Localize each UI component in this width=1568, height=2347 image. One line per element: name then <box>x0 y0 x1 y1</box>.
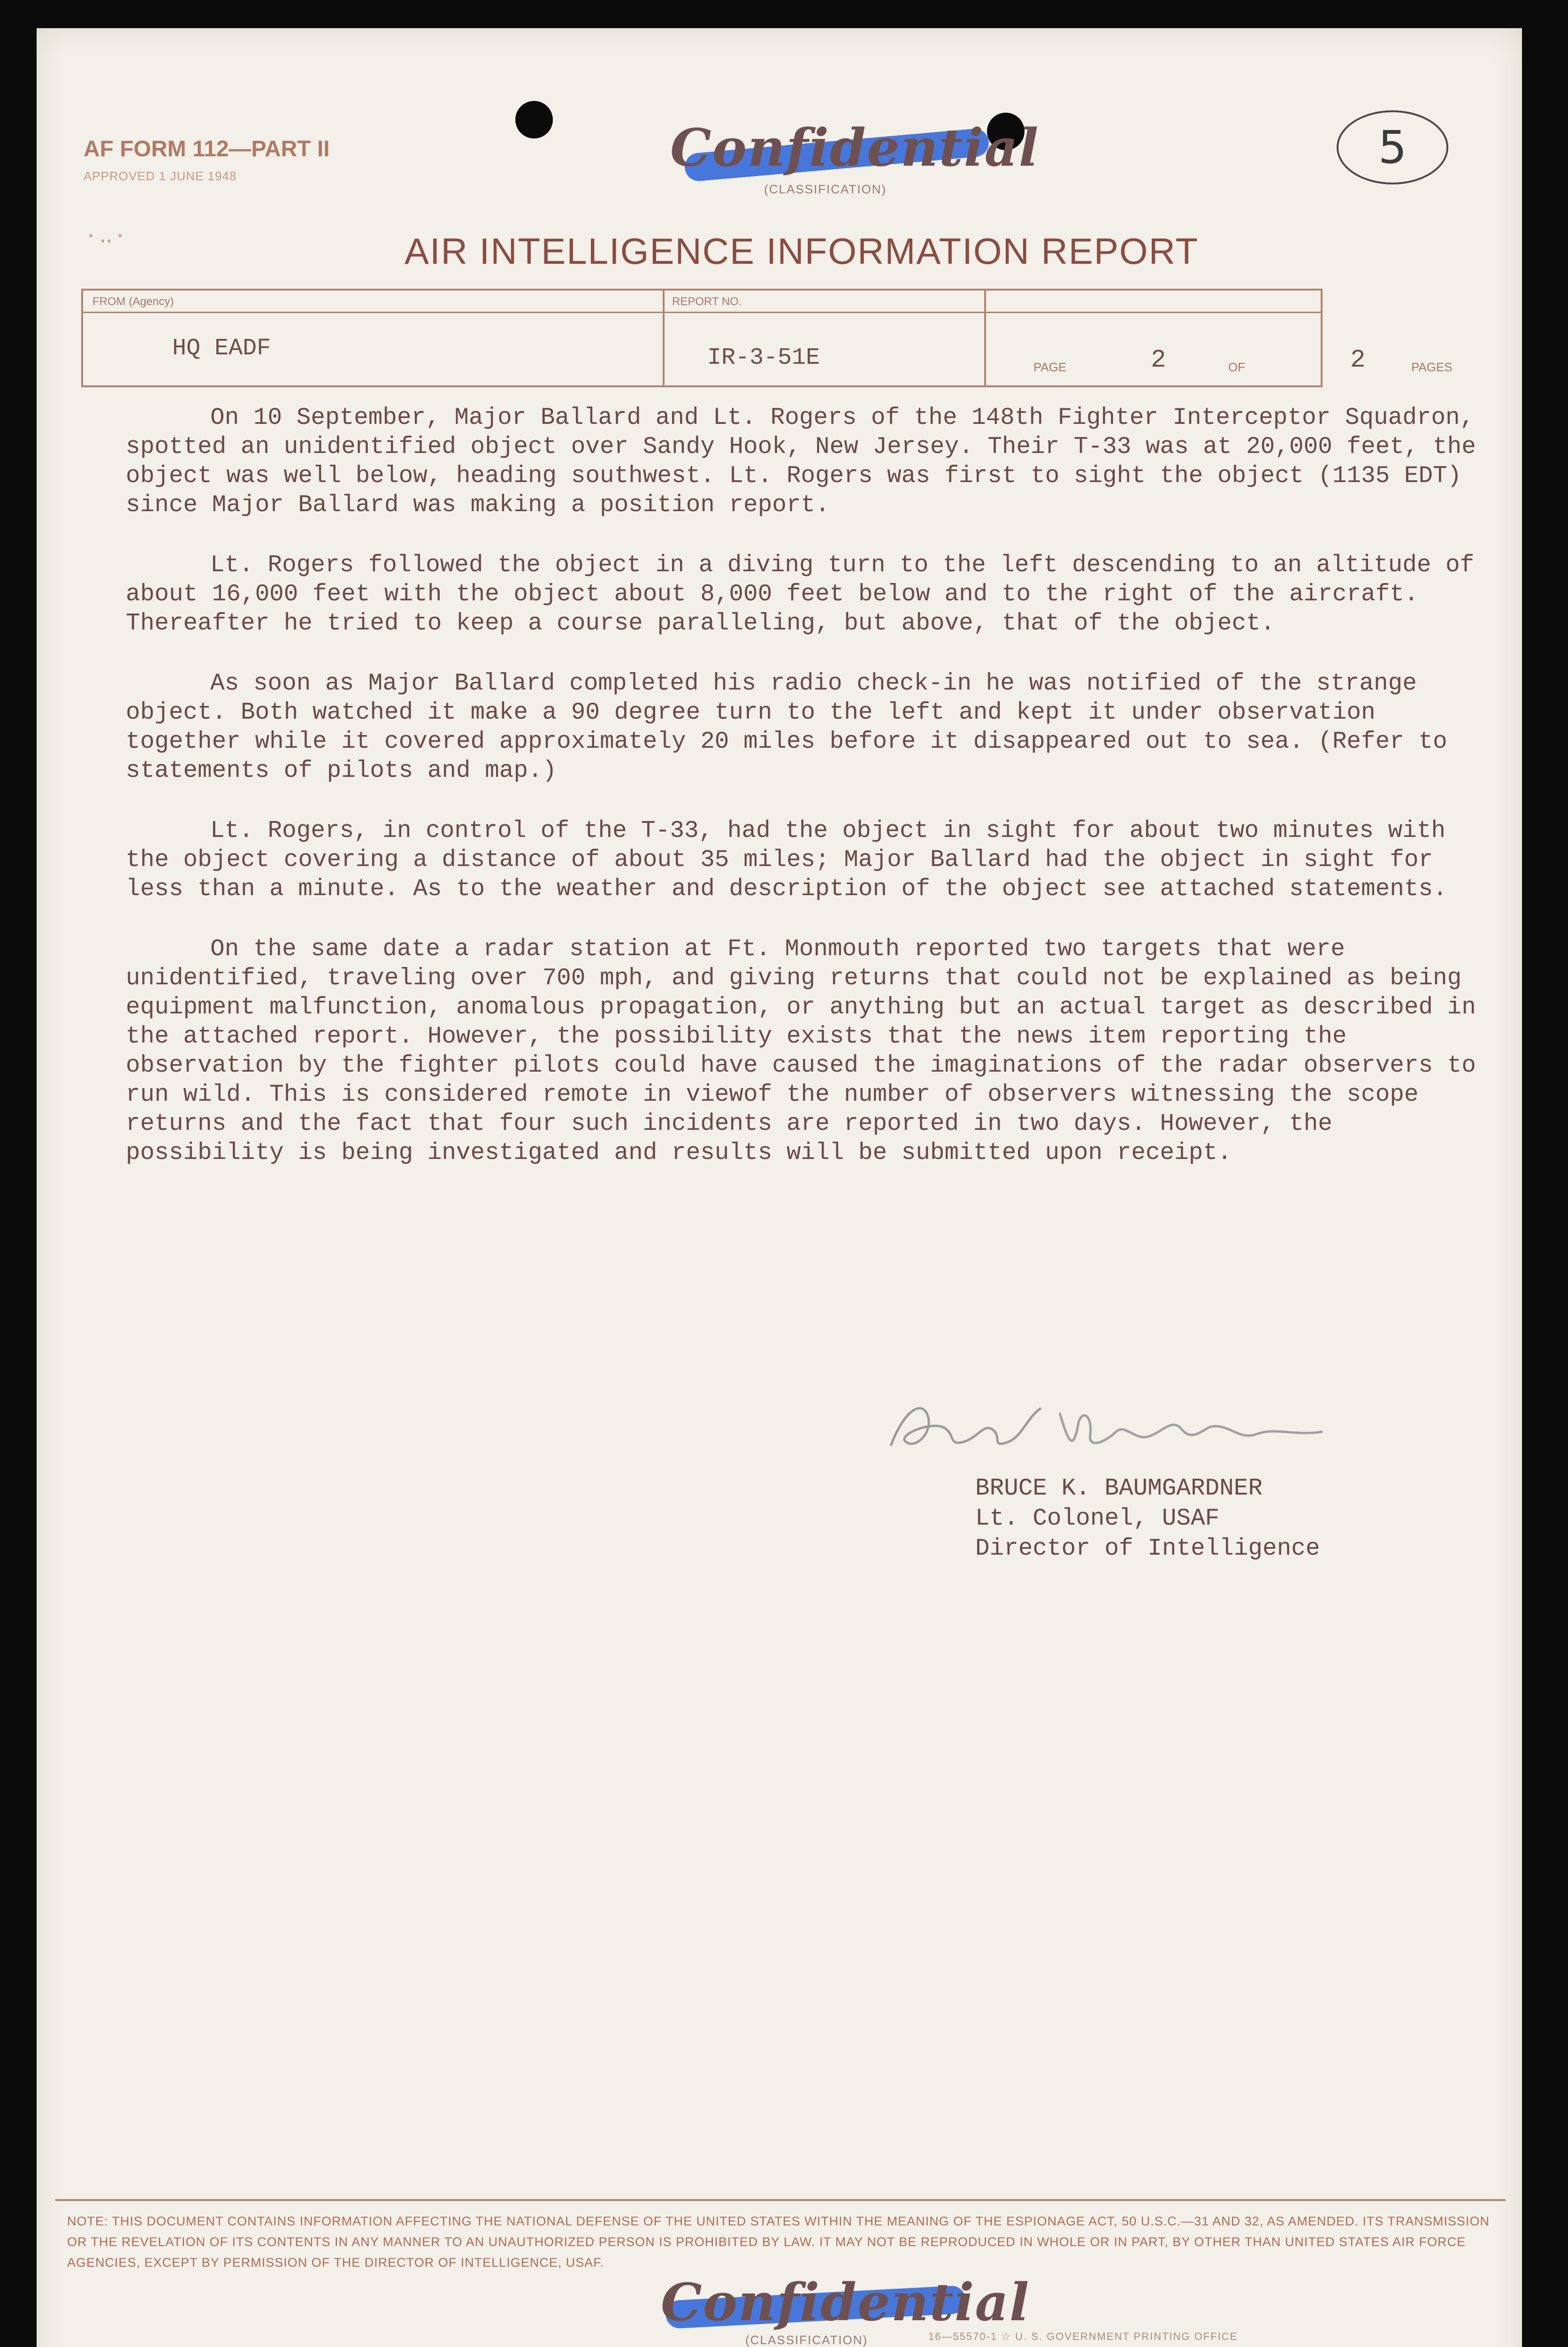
report-title: AIR INTELLIGENCE INFORMATION REPORT <box>404 230 1199 272</box>
classification-stamp-text: Confidential <box>670 117 1040 178</box>
signature-block <box>975 1474 1320 1564</box>
of-value: 2 <box>1350 346 1366 375</box>
signer-position: Director of Intelligence <box>975 1535 1320 1562</box>
header-rule <box>83 312 1321 313</box>
header-divider <box>984 291 986 385</box>
document-page <box>37 28 1522 2347</box>
body-paragraph: On 10 September, Major Ballard and Lt. Rogers of the 148th Fighter Interceptor Squadron, spotted an unidentified object over Sandy Hook, New Jersey. Their T-33 was at 20,000 feet, the object was well below, heading southwest. Lt. Rogers was first to sight the object (1135 EDT) since Major Ballard was making a position report. <box>126 405 1476 519</box>
classification-label: (CLASSIFICATION) <box>764 182 887 196</box>
classification-stamp-text: Confidential <box>661 2272 1030 2332</box>
form-id: AF FORM 112—PART II <box>84 137 330 161</box>
page-number-circle: 5 <box>1337 110 1448 184</box>
punch-hole <box>515 101 553 138</box>
classification-label: (CLASSIFICATION) <box>745 2333 868 2347</box>
report-body <box>126 404 1477 1199</box>
printer-imprint: 16—55570-1 ☆ U. S. GOVERNMENT PRINTING OFFICE <box>928 2331 1238 2342</box>
page-value: 2 <box>1151 346 1166 375</box>
body-paragraph: Lt. Rogers followed the object in a diving turn to the left descending to an altitude of about 16,000 feet with the object about 8,000 feet below and to the right of the aircraft. Thereafter he tried to keep a course paralleling, but above, that of the object. <box>126 552 1475 637</box>
signer-name: BRUCE K. BAUMGARDNER <box>975 1475 1263 1502</box>
report-header-box <box>81 289 1453 387</box>
from-value: HQ EADF <box>172 335 271 362</box>
footer-rule <box>55 2199 1506 2201</box>
body-paragraph: As soon as Major Ballard completed his radio check-in he was notified of the strange object. Both watched it make a 90 degree turn to the left and kept it under observation together while it covered approximately 20 miles before it disappeared out to sea. (Refer to statements of pilots and map.) <box>126 670 1447 784</box>
body-paragraph: On the same date a radar station at Ft. Monmouth reported two targets that were unidentified, traveling over 700 mph, and giving returns that could not be explained as being equipment malfunction, anomalous propagation, or anything but an actual target as described in the attached report. However, the possibility exists that the news item reporting the observation by the fighter pilots could have caused the imaginations of the radar observers to run wild. This is considered remote in viewof the number of observers witnessing the scope returns and the fact that four such incidents are reported in two days. However, the possibility is being investigated and results will be submitted upon receipt. <box>126 936 1476 1166</box>
pages-label: PAGES <box>1411 360 1453 374</box>
form-approved-date: APPROVED 1 JUNE 1948 <box>84 169 237 183</box>
handwritten-signature <box>872 1389 1388 1465</box>
from-label: FROM (Agency) <box>92 295 174 308</box>
report-no-value: IR-3-51E <box>707 345 820 371</box>
of-label: OF <box>1228 360 1246 374</box>
page-label: PAGE <box>1033 360 1067 374</box>
body-paragraph: Lt. Rogers, in control of the T-33, had the object in sight for about two minutes with the object covering a distance of about 35 miles; Major Ballard had the object in sight for less than a minute. As to the weather and description of the object see attached statements. <box>126 818 1447 903</box>
espionage-act-notice: NOTE: THIS DOCUMENT CONTAINS INFORMATION AFFECTING THE NATIONAL DEFENSE OF THE UNITED STATES WITHIN THE MEANING OF THE ESPIONAGE ACT, 50 U.S.C.—31 AND 32, AS AMENDED. ITS TRANSMISSION OR THE REVELATION OF ITS CONTENTS IN ANY MANNER TO AN UNAUTHORIZED PERSON IS PROHIBITED BY LAW. IT MAY NOT BE REPRODUCED IN WHOLE OR IN PART, BY OTHER THAN UNITED STATES AIR FORCE AGENCIES, EXCEPT BY PERMISSION OF THE DIRECTOR OF INTELLIGENCE, USAF. <box>67 2214 1490 2270</box>
classification-stamp-top <box>633 113 1040 207</box>
header-divider <box>663 291 665 385</box>
signer-rank: Lt. Colonel, USAF <box>975 1505 1220 1532</box>
faint-stamp-mark: · ‥ · <box>88 226 124 246</box>
report-no-label: REPORT NO. <box>672 295 742 308</box>
